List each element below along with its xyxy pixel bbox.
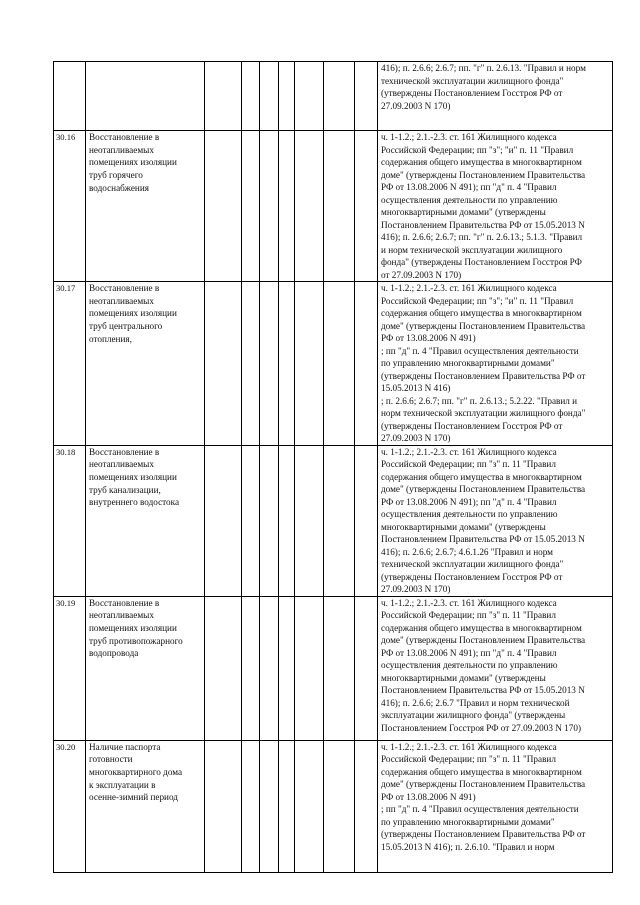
legal-reference-line: Российской Федерации; пп "з"; "и" п. 11 "Правил (381, 295, 574, 306)
empty-cell (260, 282, 279, 446)
legal-reference-line: содержания общего имущества в многоквартирном (381, 157, 582, 167)
legal-reference-line: (утверждены Постановлением Госстроя РФ от (381, 88, 563, 98)
table-row (54, 740, 613, 872)
work-description (86, 131, 205, 282)
legal-reference-line: многоквартирными домами" (утверждены (381, 672, 546, 683)
empty-cell (242, 445, 260, 596)
work-description (86, 282, 205, 446)
work-description-line: неотапливаемых (89, 144, 154, 155)
empty-cell (324, 596, 355, 740)
legal-reference-line: доме" (утверждены Постановлением Правительства (381, 635, 586, 645)
work-description-line: Восстановление в (89, 283, 160, 293)
legal-reference (378, 740, 613, 872)
legal-reference-line: РФ от 13.08.2006 N 491) (381, 791, 476, 802)
legal-reference-line: Постановлением Госстроя РФ от 27.09.2003 N 170) (381, 722, 582, 733)
empty-cell (260, 596, 279, 740)
legal-reference-line: 416); п. 2.6.6; 2.6.7; пп. "г" п. 2.6.13. "Правил и норм (381, 63, 586, 73)
legal-reference-line: Российской Федерации; пп "з"; "и" п. 11 "Правил (381, 144, 574, 155)
work-description-line: внутреннего водостока (89, 497, 180, 508)
legal-reference-line: Постановлением Правительства РФ от 15.05.2013 N (381, 219, 585, 230)
legal-reference-line: многоквартирными домами" (утверждены (381, 521, 546, 532)
legal-reference-line: ; пп "д" п. 4 "Правил осуществления деятельности (381, 804, 579, 814)
empty-cell (205, 131, 242, 282)
row-number: 30.18 (54, 445, 86, 596)
work-description-line: водоснабжения (89, 182, 149, 193)
empty-cell (324, 445, 355, 596)
table-row (54, 282, 613, 446)
legal-reference-line: 27.09.2003 N 170) (381, 433, 451, 443)
legal-reference-line: ; п. 2.6.6; 2.6.7; пп. "г" п. 2.6.13.; 5.2.22. "Правил и (381, 395, 578, 406)
row-number (54, 62, 86, 131)
empty-cell (295, 62, 324, 131)
empty-cell (205, 445, 242, 596)
table-row (54, 596, 613, 740)
document-page (53, 61, 613, 873)
legal-reference-line: Постановлением Правительства РФ от 15.05.2013 N (381, 534, 585, 544)
empty-cell (242, 131, 260, 282)
empty-cell (324, 131, 355, 282)
legal-reference-line: содержания общего имущества в многоквартирном (381, 622, 582, 633)
empty-cell (355, 282, 378, 446)
legal-reference (378, 596, 613, 740)
empty-cell (260, 740, 279, 872)
legal-reference-line: 15.05.2013 N 416) (381, 383, 451, 393)
row-number: 30.16 (54, 131, 86, 282)
table-row (54, 131, 613, 282)
legal-reference-line: технической эксплуатации жилищного фонда" (381, 559, 564, 569)
work-description-line: помещениях изоляции (89, 308, 177, 319)
empty-cell (355, 596, 378, 740)
empty-cell (205, 596, 242, 740)
empty-cell (355, 62, 378, 131)
legal-reference-line: РФ от 13.08.2006 N 491); пп "д" п. 4 "Правил (381, 647, 557, 658)
legal-reference-line: ч. 1-1.2.; 2.1.-2.3. ст. 161 Жилищного кодекса (381, 132, 557, 142)
legal-reference-line: осуществления деятельности по управлению (381, 509, 558, 519)
work-description-line: Восстановление в (89, 446, 160, 457)
empty-cell (324, 740, 355, 872)
legal-reference-line: ч. 1-1.2.; 2.1.-2.3. ст. 161 Жилищного кодекса (381, 283, 557, 293)
legal-reference-line: (утверждены Постановлением Правительства РФ от (381, 370, 586, 381)
legal-reference (378, 131, 613, 282)
empty-cell (279, 282, 295, 446)
empty-cell (260, 62, 279, 131)
table-row (54, 62, 613, 131)
legal-reference-line: фонда" (утверждены Постановлением Госстроя РФ (381, 257, 582, 267)
legal-reference-line: ч. 1-1.2.; 2.1.-2.3. ст. 161 Жилищного кодекса (381, 446, 557, 457)
legal-reference (378, 282, 613, 446)
empty-cell (295, 445, 324, 596)
empty-cell (260, 445, 279, 596)
legal-reference-line: РФ от 13.08.2006 N 491) (381, 333, 476, 343)
legal-reference-line: 27.09.2003 N 170) (381, 584, 451, 594)
empty-cell (242, 62, 260, 131)
legal-reference-line: доме" (утверждены Постановлением Правительства (381, 320, 586, 331)
legal-reference-line: содержания общего имущества в многоквартирном (381, 308, 582, 318)
legal-reference-line: технической эксплуатации жилищного фонда" (381, 75, 564, 86)
legal-reference-line: РФ от 13.08.2006 N 491); пп "д" п. 4 "Правил (381, 496, 557, 507)
work-description-line: Восстановление в (89, 597, 160, 608)
legal-reference-line: Российской Федерации; пп "з" п. 11 "Правил (381, 754, 556, 764)
empty-cell (355, 131, 378, 282)
legal-reference-line: 15.05.2013 N 416); п. 2.6.10. "Правил и норм (381, 841, 555, 852)
empty-cell (242, 282, 260, 446)
empty-cell (279, 740, 295, 872)
work-description-line: водопровода (89, 648, 139, 659)
table-body (54, 62, 613, 873)
empty-cell (260, 131, 279, 282)
legal-reference-line: доме" (утверждены Постановлением Правительства (381, 484, 586, 494)
legal-reference-line: ; пп "д" п. 4 "Правил осуществления деятельности (381, 345, 579, 356)
legal-reference-line: Российской Федерации; пп "з" п. 11 "Правил (381, 459, 556, 469)
legal-reference-line: норм технической эксплуатации жилищного фонда" (381, 408, 586, 418)
empty-cell (295, 596, 324, 740)
empty-cell (279, 445, 295, 596)
empty-cell (324, 62, 355, 131)
row-number: 30.20 (54, 740, 86, 872)
legal-reference-line: от 27.09.2003 N 170) (381, 269, 462, 280)
table-row (54, 445, 613, 596)
legal-reference-line: ч. 1-1.2.; 2.1.-2.3. ст. 161 Жилищного кодекса (381, 741, 557, 752)
work-description-line: к эксплуатации в (89, 779, 156, 790)
empty-cell (279, 596, 295, 740)
legal-reference-line: 27.09.2003 N 170) (381, 100, 451, 111)
legal-reference-line: РФ от 13.08.2006 N 491); пп "д" п. 4 "Правил (381, 182, 557, 192)
legal-reference-line: эксплуатации жилищного фонда" (утверждены (381, 710, 566, 720)
work-description-line: Наличие паспорта (89, 741, 161, 752)
legal-reference-line: осуществления деятельности по управлению (381, 194, 558, 205)
legal-reference (378, 62, 613, 131)
legal-reference-line: (утверждены Постановлением Правительства РФ от (381, 829, 586, 839)
legal-reference-line: по управлению многоквартирными домами" (381, 816, 555, 827)
work-description-line: труб канализации, (89, 484, 161, 495)
empty-cell (324, 282, 355, 446)
legal-reference-line: доме" (утверждены Постановлением Правительства (381, 779, 586, 789)
work-description-line: помещениях изоляции (89, 471, 177, 482)
legal-reference-line: ч. 1-1.2.; 2.1.-2.3. ст. 161 Жилищного кодекса (381, 597, 557, 608)
work-description-line: отопления, (89, 333, 132, 344)
legal-reference-line: осуществления деятельности по управлению (381, 660, 558, 670)
legal-reference-line: содержания общего имущества в многоквартирном (381, 766, 582, 777)
empty-cell (279, 131, 295, 282)
empty-cell (295, 282, 324, 446)
work-description (86, 596, 205, 740)
legal-reference (378, 445, 613, 596)
legal-reference-line: (утверждены Постановлением Госстроя РФ от (381, 420, 563, 431)
empty-cell (205, 740, 242, 872)
work-description (86, 445, 205, 596)
work-description-line: труб центрального (89, 321, 163, 332)
work-description-line: Восстановление в (89, 132, 160, 142)
empty-cell (295, 740, 324, 872)
empty-cell (242, 740, 260, 872)
legal-reference-line: многоквартирными домами" (утверждены (381, 207, 546, 217)
work-description-line: осенне-зимний период (89, 792, 178, 803)
legal-reference-line: доме" (утверждены Постановлением Правительства (381, 169, 586, 180)
legal-reference-line: Постановлением Правительства РФ от 15.05.2013 N (381, 685, 585, 695)
legal-reference-line: (утверждены Постановлением Госстроя РФ от (381, 571, 563, 582)
work-description-line: многоквартирного дома (89, 766, 183, 777)
work-description (86, 740, 205, 872)
work-description-line: неотапливаемых (89, 459, 154, 470)
work-description (86, 62, 205, 131)
legal-reference-line: Российской Федерации; пп "з" п. 11 "Правил (381, 610, 556, 620)
empty-cell (355, 740, 378, 872)
work-description-line: помещениях изоляции (89, 157, 177, 168)
requirements-table (53, 61, 613, 873)
work-description-line: труб противопожарного (89, 635, 183, 646)
empty-cell (205, 62, 242, 131)
work-description-line: готовности (89, 754, 133, 765)
work-description-line: неотапливаемых (89, 610, 154, 621)
legal-reference-line: по управлению многоквартирными домами" (381, 358, 555, 368)
work-description-line: труб горячего (89, 170, 143, 181)
work-description-line: неотапливаемых (89, 295, 154, 306)
legal-reference-line: содержания общего имущества в многоквартирном (381, 471, 582, 482)
empty-cell (279, 62, 295, 131)
row-number: 30.17 (54, 282, 86, 446)
empty-cell (355, 445, 378, 596)
legal-reference-line: 416); п. 2.6.6; 2.6.7; 4.6.1.26 "Правил и норм (381, 546, 553, 557)
empty-cell (205, 282, 242, 446)
row-number: 30.19 (54, 596, 86, 740)
empty-cell (242, 596, 260, 740)
work-description-line: помещениях изоляции (89, 622, 177, 633)
empty-cell (295, 131, 324, 282)
legal-reference-line: и норм технической эксплуатации жилищного (381, 244, 563, 255)
legal-reference-line: 416); п. 2.6.6; 2.6.7 "Правил и норм технической (381, 697, 570, 708)
legal-reference-line: 416); п. 2.6.6; 2.6.7; пп. "г" п. 2.6.13.; 5.1.3. "Правил (381, 232, 583, 242)
